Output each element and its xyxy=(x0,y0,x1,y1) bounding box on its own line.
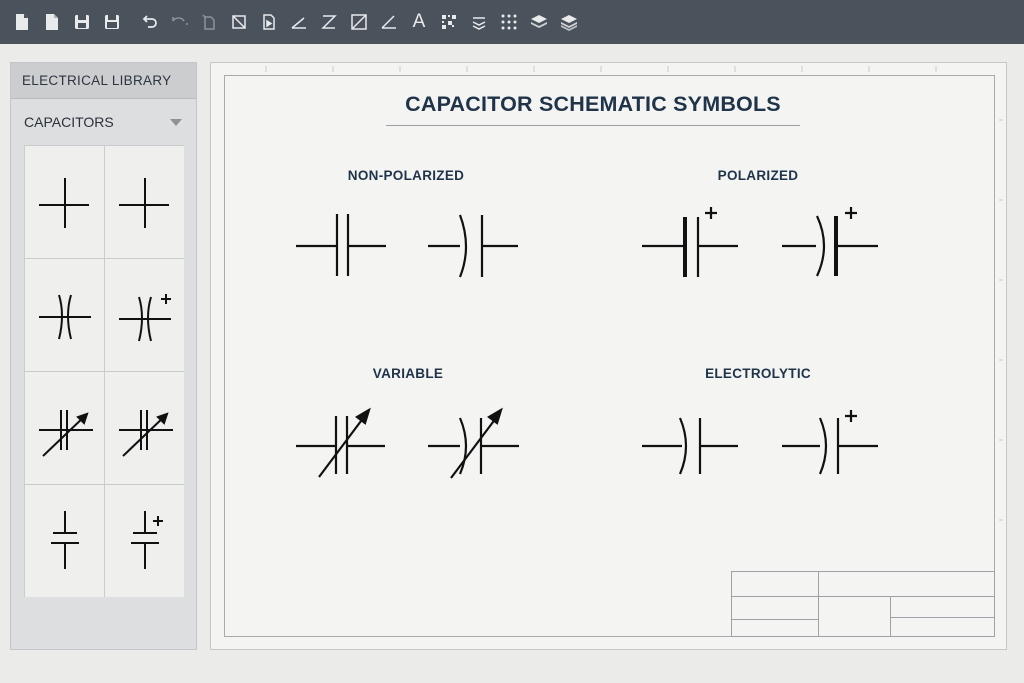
layer-stack-icon[interactable] xyxy=(467,10,491,34)
section-label-variable: VARIABLE xyxy=(372,366,444,381)
category-label: CAPACITORS xyxy=(24,114,114,130)
library-panel xyxy=(10,62,197,650)
drawing-sheet-border xyxy=(224,75,995,637)
box-line-icon[interactable] xyxy=(347,10,371,34)
symbol-grid xyxy=(24,145,184,597)
paste-icon[interactable] xyxy=(197,10,221,34)
section-label-polarized: POLARIZED xyxy=(717,168,799,183)
title-block-cell[interactable] xyxy=(731,596,819,620)
export-icon[interactable] xyxy=(257,10,281,34)
save-as-icon[interactable] xyxy=(100,10,124,34)
angle-icon[interactable] xyxy=(377,10,401,34)
symbol-capacitor-curved-polar[interactable] xyxy=(105,259,184,371)
symbol-capacitor-variable[interactable] xyxy=(25,372,104,484)
sheet-title: CAPACITOR SCHEMATIC SYMBOLS xyxy=(405,92,781,116)
title-block-cell[interactable] xyxy=(818,571,995,597)
title-underline xyxy=(386,125,800,126)
symbol-capacitor-plain-alt[interactable] xyxy=(105,146,184,258)
section-label-electrolytic: ELECTROLYTIC xyxy=(705,366,811,381)
category-dropdown[interactable] xyxy=(11,99,196,145)
title-block-cell[interactable] xyxy=(731,571,819,597)
symbol-capacitor-vertical-polar[interactable] xyxy=(105,485,184,597)
redo-icon[interactable] xyxy=(167,10,191,34)
text-icon[interactable]: A xyxy=(412,11,426,32)
line-icon[interactable] xyxy=(287,10,311,34)
crop-icon[interactable] xyxy=(227,10,251,34)
symbol-capacitor-curved[interactable] xyxy=(25,259,104,371)
dot-grid-icon[interactable] xyxy=(497,10,521,34)
title-block-cell[interactable] xyxy=(890,617,995,637)
title-block-cell[interactable] xyxy=(890,596,995,618)
save-icon[interactable] xyxy=(70,10,94,34)
new-file-icon[interactable] xyxy=(10,10,34,34)
toolbar xyxy=(0,0,1024,44)
section-label-non-polarized: NON-POLARIZED xyxy=(347,168,465,183)
symbol-capacitor-variable-alt[interactable] xyxy=(105,372,184,484)
symbol-capacitor-plain[interactable] xyxy=(25,146,104,258)
open-file-icon[interactable] xyxy=(40,10,64,34)
library-header: ELECTRICAL LIBRARY xyxy=(11,63,196,99)
title-block-cell[interactable] xyxy=(731,619,819,637)
grid-select-icon[interactable] xyxy=(437,10,461,34)
undo-icon[interactable] xyxy=(137,10,161,34)
diagonal-line-icon[interactable] xyxy=(317,10,341,34)
chevron-down-icon[interactable] xyxy=(170,119,182,126)
layers-icon[interactable] xyxy=(527,10,551,34)
symbol-capacitor-vertical[interactable] xyxy=(25,485,104,597)
title-block-cell[interactable] xyxy=(818,596,891,637)
title-block xyxy=(731,571,995,637)
layers-alt-icon[interactable] xyxy=(557,10,581,34)
